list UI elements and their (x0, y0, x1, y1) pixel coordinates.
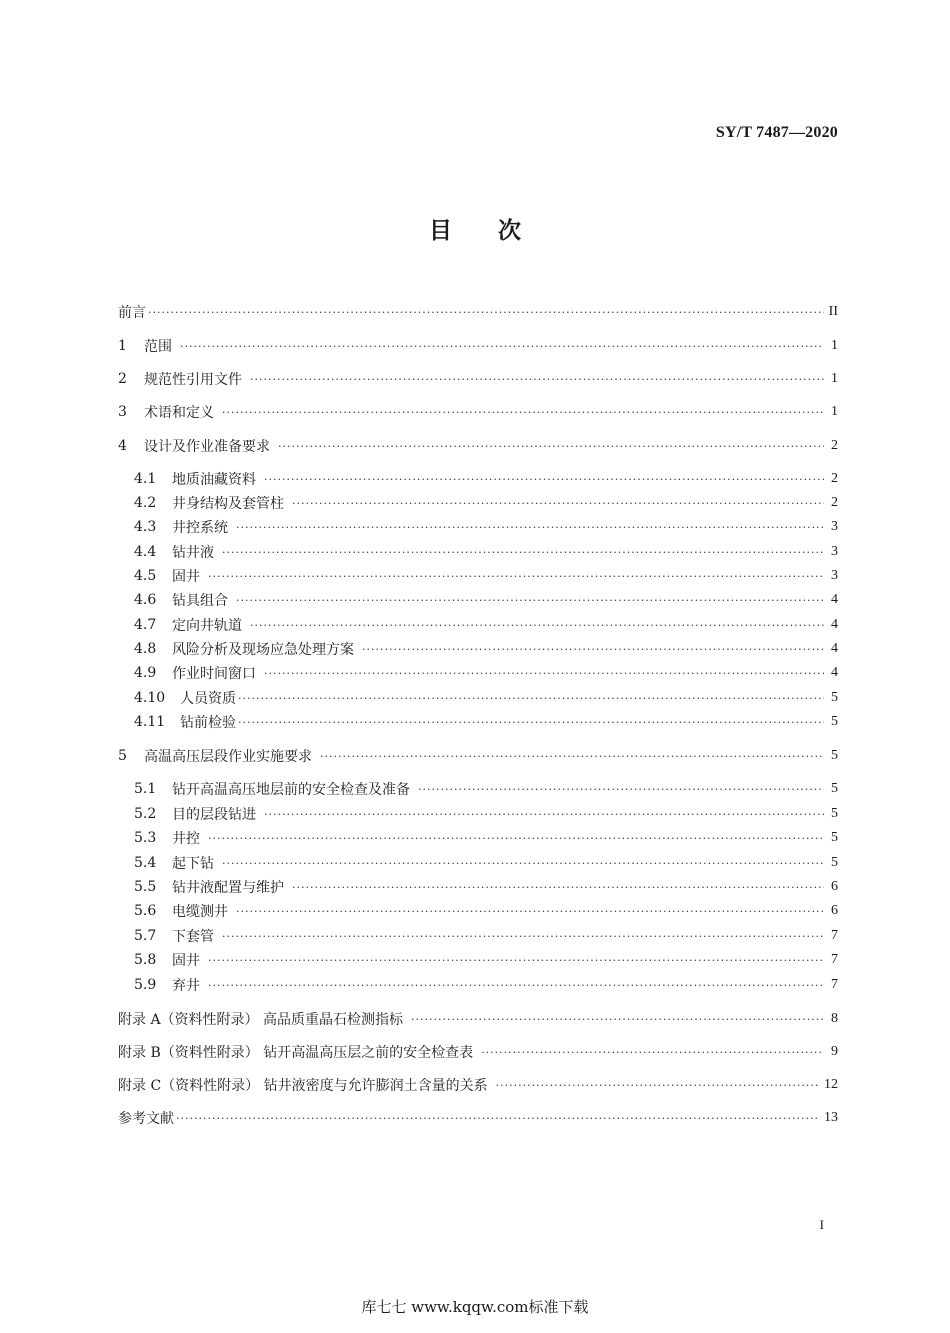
toc-entry-4-6[interactable] (118, 588, 838, 612)
toc-entry-4-7[interactable] (118, 613, 838, 637)
toc-entry-references[interactable] (118, 1106, 838, 1130)
toc-label: 作业时间窗口 (172, 666, 256, 682)
toc-page: 4 (831, 592, 838, 607)
toc-label: 附录 C（资料性附录） 钻井液密度与允许膨润土含量的关系 (118, 1078, 488, 1094)
toc-number: 5.3 (134, 830, 157, 846)
toc-label: 井控系统 (172, 520, 228, 536)
toc-number: 5.9 (134, 977, 157, 993)
toc-leader (236, 521, 824, 534)
toc-page: 5 (831, 806, 838, 821)
toc-number: 5.6 (134, 903, 157, 919)
toc-label: 附录 A（资料性附录） 高品质重晶石检测指标 (118, 1012, 404, 1028)
toc-entry-4[interactable] (118, 434, 838, 458)
toc-label: 地质油藏资料 (172, 472, 256, 488)
toc-number: 5.8 (134, 952, 157, 968)
toc-label: 井控 (172, 831, 200, 847)
toc-page: 13 (824, 1110, 838, 1125)
toc-entry-4-4[interactable] (118, 540, 838, 564)
toc-page: 5 (831, 830, 838, 845)
toc-page: 5 (831, 714, 838, 729)
toc-number: 4.1 (134, 471, 157, 487)
toc-page: 8 (831, 1011, 838, 1026)
toc-leader (222, 546, 824, 559)
toc-page: 2 (831, 495, 838, 510)
toc-number: 4.10 (134, 690, 166, 706)
toc-label: 钻井液 (172, 545, 214, 561)
toc-label: 钻井液配置与维护 (172, 880, 284, 896)
toc-entry-5-6[interactable] (118, 899, 838, 923)
toc-label: 参考文献 (118, 1111, 174, 1127)
toc-label: 规范性引用文件 (144, 372, 242, 388)
toc-page: 5 (831, 690, 838, 705)
toc-number: 5.7 (134, 928, 157, 944)
toc-number: 4.5 (134, 568, 157, 584)
toc-page: 3 (831, 544, 838, 559)
toc-leader (320, 750, 824, 763)
toc-leader (264, 667, 824, 680)
toc-label: 定向井轨道 (172, 618, 242, 634)
toc-leader (238, 692, 824, 705)
toc-entry-5-9[interactable] (118, 973, 838, 997)
toc-leader (418, 783, 824, 796)
toc-leader (208, 954, 824, 967)
toc-page: 7 (831, 952, 838, 967)
toc-entry-5-1[interactable] (118, 777, 838, 801)
toc-leader (292, 497, 824, 510)
toc-page: 1 (831, 404, 838, 419)
toc-leader (222, 406, 824, 419)
toc-leader (236, 905, 824, 918)
toc-page: 4 (831, 617, 838, 632)
toc-label: 钻前检验 (180, 715, 236, 731)
toc-number: 4.9 (134, 665, 157, 681)
toc-entry-1[interactable] (118, 334, 838, 358)
toc-leader (264, 473, 824, 486)
toc-label: 人员资质 (180, 691, 236, 707)
toc-number: 4.7 (134, 617, 157, 633)
toc-number: 4.2 (134, 495, 157, 511)
toc-entry-appendix-b[interactable] (118, 1040, 838, 1064)
toc-leader (264, 808, 824, 821)
toc-entry-5-2[interactable] (118, 802, 838, 826)
toc-leader (208, 979, 824, 992)
toc-leader (222, 930, 824, 943)
toc-leader (250, 373, 824, 386)
toc-entry-4-3[interactable] (118, 515, 838, 539)
toc-page: 1 (831, 338, 838, 353)
toc-label: 固井 (172, 569, 200, 585)
toc-label: 高温高压层段作业实施要求 (144, 749, 312, 765)
toc-entry-4-9[interactable] (118, 661, 838, 685)
toc-leader (362, 643, 824, 656)
toc-entry-5-8[interactable] (118, 948, 838, 972)
toc-entry-3[interactable] (118, 400, 838, 424)
toc-page: 2 (831, 471, 838, 486)
toc-label: 目的层段钻进 (172, 807, 256, 823)
toc-page: 7 (831, 928, 838, 943)
toc-label: 电缆测井 (172, 904, 228, 920)
toc-leader (176, 1112, 820, 1125)
toc-label: 设计及作业准备要求 (144, 439, 270, 455)
toc-entry-4-5[interactable] (118, 564, 838, 588)
toc-leader (250, 619, 824, 632)
toc-page: 4 (831, 641, 838, 656)
toc-leader (222, 857, 824, 870)
toc-page: 12 (824, 1077, 838, 1092)
toc-leader (148, 306, 824, 319)
toc-number: 4.6 (134, 592, 157, 608)
footer-watermark: 库七七 www.kqqw.com标准下载 (361, 1298, 589, 1316)
toc-page: 3 (831, 519, 838, 534)
toc-label: 起下钻 (172, 856, 214, 872)
toc-page: 9 (831, 1044, 838, 1059)
toc-page: II (828, 304, 838, 319)
toc-entry-5-4[interactable] (118, 851, 838, 875)
toc-number: 4.4 (134, 544, 157, 560)
toc-page: 5 (831, 748, 838, 763)
toc-page: 3 (831, 568, 838, 583)
toc-label: 固井 (172, 953, 200, 969)
toc-number: 4.3 (134, 519, 157, 535)
toc-entry-appendix-a[interactable] (118, 1007, 838, 1031)
toc-number: 2 (118, 371, 127, 387)
toc-number: 5.5 (134, 879, 157, 895)
toc-label: 下套管 (172, 929, 214, 945)
toc-leader (481, 1046, 824, 1059)
toc-number: 5.4 (134, 855, 157, 871)
toc-number: 5.2 (134, 806, 157, 822)
toc-page: 5 (831, 855, 838, 870)
toc-entry-appendix-c[interactable] (118, 1073, 838, 1097)
toc-entry-5-3[interactable] (118, 826, 838, 850)
toc-page: 4 (831, 665, 838, 680)
toc-number: 4 (118, 438, 127, 454)
toc-entry-5-7[interactable] (118, 924, 838, 948)
toc-label: 范围 (144, 339, 172, 355)
toc-leader (180, 340, 824, 353)
toc-label: 前言 (118, 305, 146, 321)
toc-number: 3 (118, 404, 127, 420)
toc-number: 5.1 (134, 781, 157, 797)
page-title: 目次 (429, 218, 567, 244)
toc-number: 4.8 (134, 641, 157, 657)
toc-page: 6 (831, 903, 838, 918)
toc-leader (411, 1013, 824, 1026)
toc-label: 术语和定义 (144, 405, 214, 421)
toc-leader (278, 440, 824, 453)
standard-code: SY/T 7487—2020 (715, 124, 838, 141)
toc-leader (208, 570, 824, 583)
toc-entry-4-1[interactable] (118, 467, 838, 491)
toc-leader (238, 716, 824, 729)
toc-page: 2 (831, 438, 838, 453)
toc-page: 6 (831, 879, 838, 894)
page-number: I (819, 1217, 824, 1232)
toc-page: 5 (831, 781, 838, 796)
toc-entry-4-2[interactable] (118, 491, 838, 515)
toc-leader (496, 1079, 820, 1092)
toc-number: 1 (118, 338, 127, 354)
toc-label: 钻具组合 (172, 593, 228, 609)
toc-label: 井身结构及套管柱 (172, 496, 284, 512)
toc-leader (292, 881, 824, 894)
toc-entry-4-11[interactable] (118, 710, 838, 734)
toc-leader (236, 594, 824, 607)
toc-entry-4-8[interactable] (118, 637, 838, 661)
toc-label: 钻开高温高压地层前的安全检查及准备 (172, 782, 410, 798)
toc-entry-foreword[interactable] (118, 300, 838, 324)
toc-number: 4.11 (134, 714, 166, 730)
toc-label: 弃井 (172, 978, 200, 994)
toc-number: 5 (118, 748, 127, 764)
toc-leader (208, 832, 824, 845)
toc-entry-5-5[interactable] (118, 875, 838, 899)
toc-entry-4-10[interactable] (118, 686, 838, 710)
toc-page: 1 (831, 371, 838, 386)
toc-label: 风险分析及现场应急处理方案 (172, 642, 354, 658)
toc-label: 附录 B（资料性附录） 钻开高温高压层之前的安全检查表 (118, 1045, 474, 1061)
toc-page: 7 (831, 977, 838, 992)
toc-entry-2[interactable] (118, 367, 838, 391)
toc-entry-5[interactable] (118, 744, 838, 768)
